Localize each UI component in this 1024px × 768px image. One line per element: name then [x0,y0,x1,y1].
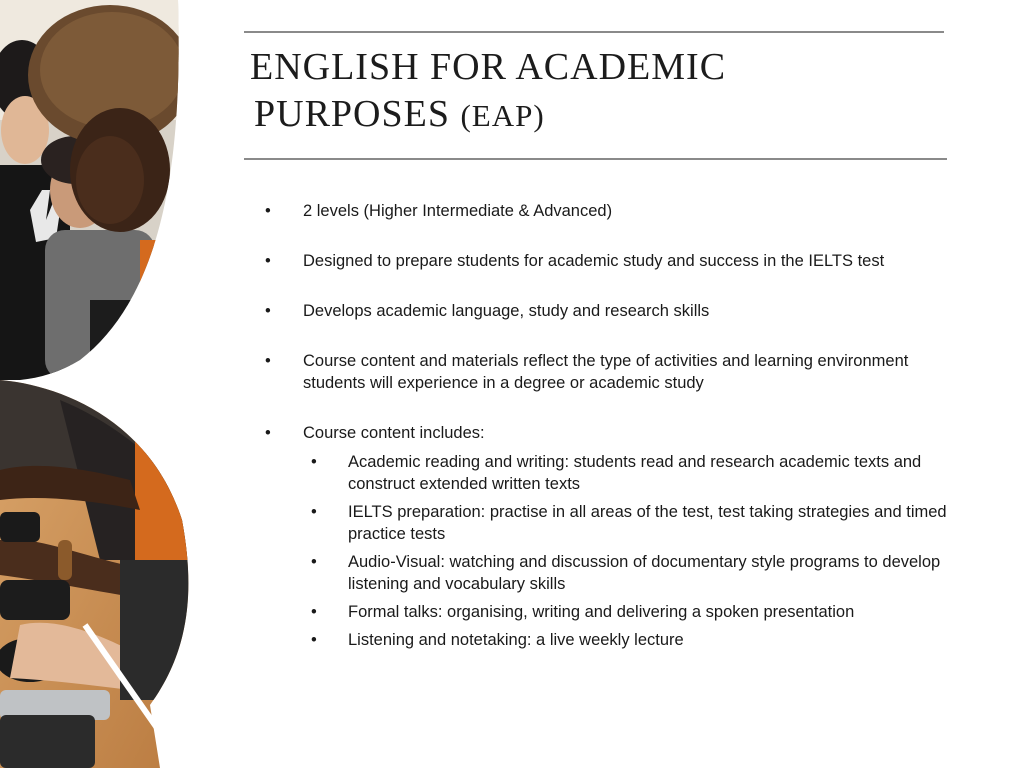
title-bottom-rule [244,158,947,160]
sub-bullet-marker: • [311,553,317,571]
bullet-item [265,200,965,222]
bullet-text: Course content includes: [303,424,485,442]
bullet-marker: • [265,424,271,442]
bullet-text: Course content and materials reflect the type of activities and learning environment students will experience in a degree or academic study [303,352,909,392]
slide-title [250,44,930,139]
sub-bullet-marker: • [311,603,317,621]
bullet-item [265,250,965,272]
sub-bullet-text: Audio-Visual: watching and discussion of documentary style programs to develop listening and vocabulary skills [348,553,941,593]
sub-bullet-item [311,601,965,623]
title-line-1: ENGLISH FOR ACADEMIC [250,46,727,88]
bullet-list [265,200,965,651]
title-line-2: PURPOSES [254,93,450,135]
bullet-item [265,300,965,322]
sub-bullet-item [311,551,965,595]
sub-bullet-item [311,501,965,545]
bullet-marker: • [265,302,271,320]
sub-bullet-marker: • [311,503,317,521]
sub-bullet-list [311,451,965,651]
sub-bullet-text: Listening and notetaking: a live weekly lecture [348,631,684,649]
sub-bullet-text: Formal talks: organising, writing and delivering a spoken presentation [348,603,855,621]
bullet-text: 2 levels (Higher Intermediate & Advanced) [303,202,613,220]
sub-bullet-text: Academic reading and writing: students read and research academic texts and construct extended written texts [348,453,922,493]
title-suffix: (EAP) [460,98,545,133]
sub-bullet-marker: • [311,453,317,471]
title-top-rule [244,31,944,33]
sub-bullet-item [311,451,965,495]
sub-bullet-text: IELTS preparation: practise in all areas of the test, test taking strategies and timed practice tests [348,503,947,543]
bullet-marker: • [265,252,271,270]
bullet-item [265,422,965,651]
bullet-marker: • [265,352,271,370]
bullet-marker: • [265,202,271,220]
bullet-item [265,350,965,394]
sub-bullet-marker: • [311,631,317,649]
students-photo [0,0,200,768]
sub-bullet-item [311,629,965,651]
bullet-text: Develops academic language, study and research skills [303,302,710,320]
title-line-2-wrap [250,91,930,139]
bullet-content [265,200,965,657]
bullet-text: Designed to prepare students for academic study and success in the IELTS test [303,252,885,270]
